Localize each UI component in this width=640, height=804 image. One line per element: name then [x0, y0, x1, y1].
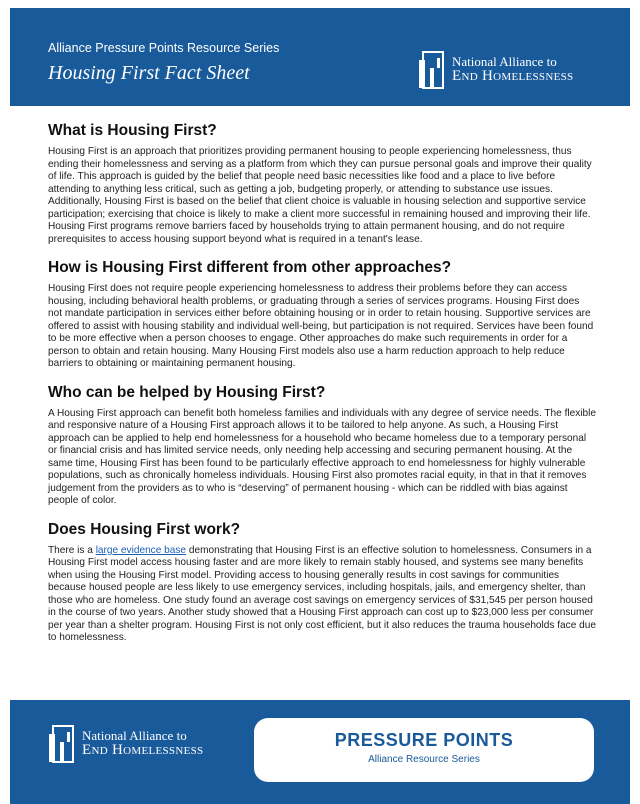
body-suffix: demonstrating that Housing First is an effective solution to homelessness. Consumers in a Housing First model access housing faster and are more likely to remain stably housed, and systems see many benefits when using the Housing First model. Providing access to housing generally results in cost savings for communities because housed people are less likely to use emergency services, including hospitals, jails, and emergency shelter, than those who are homeless. One study found an average cost savings on emergency services of $31,545 per person housed in the course of two years. Another study showed that a Housing First approach can cost up to $23,000 less per consumer per year than a shelter program. Housing First is not only cost efficient, but it also reduces the trauma households face due to homelessness.: [48, 544, 596, 643]
pressure-points-badge: [254, 718, 594, 782]
section-heading: Who can be helped by Housing First?: [48, 383, 326, 401]
section-heading: What is Housing First?: [48, 122, 217, 139]
header-banner: [10, 8, 630, 106]
section-body: A Housing First approach can benefit both homeless families and individuals with any degree of service needs. The flexible and responsive nature of a Housing First approach allows it to be tailored to help anyone. As such, a Housing First approach can be applied to help end homelessness for a household who became homeless due to a temporary personal or financial crisis and has limited service needs, only needing help accessing and securing permanent housing. At the same time, Housing First has been found to be particularly effective approach to end homelessness for highly vulnerable populations, such as chronically homeless individuals. Housing First also promotes racial equity, in that in that it removes judgement from the providers as to who is “deserving” of permanent housing - which can be riddled with bias against people of color.: [48, 407, 596, 506]
section-body: Housing First does not require people experiencing homelessness to address their problems before they can access housing, including behavioral health problems, or graduating through a series of services programs. Housing First does not mandate participation in services either before obtaining housing or in order to retain housing. Supportive services are offered to assist with housing stability and individual well-being, but participation is not required. Services have been found to be more effective when a person chooses to engage. Other approaches do make such requirements in order for a person to obtain and retain housing. Many Housing First models also use a harm reduction approach to help reduce barriers to obtaining or maintaining permanent housing.: [48, 283, 594, 369]
section-body: [48, 545, 596, 645]
building-logo-icon: [418, 50, 446, 90]
logo-line-2: End Homelessness: [452, 67, 574, 84]
body-prefix: There is a: [48, 544, 96, 556]
document-page: [10, 0, 630, 804]
building-logo-icon: [48, 724, 76, 764]
section-does: [48, 521, 596, 645]
section-heading: Does Housing First work?: [48, 520, 241, 538]
logo-line-1: National Alliance to: [452, 54, 557, 70]
main-content: [48, 122, 596, 658]
pressure-points-title: PRESSURE POINTS: [334, 730, 514, 750]
alliance-logo: [418, 50, 573, 90]
logo-line-2: End Homelessness: [82, 741, 204, 758]
series-label: Alliance Pressure Points Resource Series: [48, 41, 280, 55]
pressure-points-subtitle: Alliance Resource Series: [368, 754, 480, 765]
footer-banner: [10, 700, 630, 804]
logo-line-1: National Alliance to: [82, 728, 187, 744]
section-how: [48, 259, 596, 371]
section-who: [48, 384, 596, 508]
alliance-logo-footer: [48, 724, 203, 764]
section-body: Housing First is an approach that prioritizes providing permanent housing to people experiencing homelessness, thus ending their homelessness and serving as a platform from which they can pursue personal goals and improve their quality of life. This approach is guided by the belief that people need basic necessities like food and a place to live before attending to anything less critical, such as getting a job, budgeting properly, or attending to substance use issues. Additionally, Housing First is based on the belief that client choice is valuable in housing selection and supportive service participation; exercising that choice is likely to make a client more successful in remaining housed and improving their life. Housing First programs remove barriers faced by households trying to attain permanent housing, and do not require prerequisites to access housing support beyond what is required in a tenant's lease.: [48, 146, 592, 245]
section-what: [48, 122, 596, 246]
evidence-base-link[interactable]: large evidence base: [95, 544, 187, 556]
section-heading: How is Housing First different from other approaches?: [48, 259, 452, 276]
document-title: Housing First Fact Sheet: [48, 62, 250, 84]
